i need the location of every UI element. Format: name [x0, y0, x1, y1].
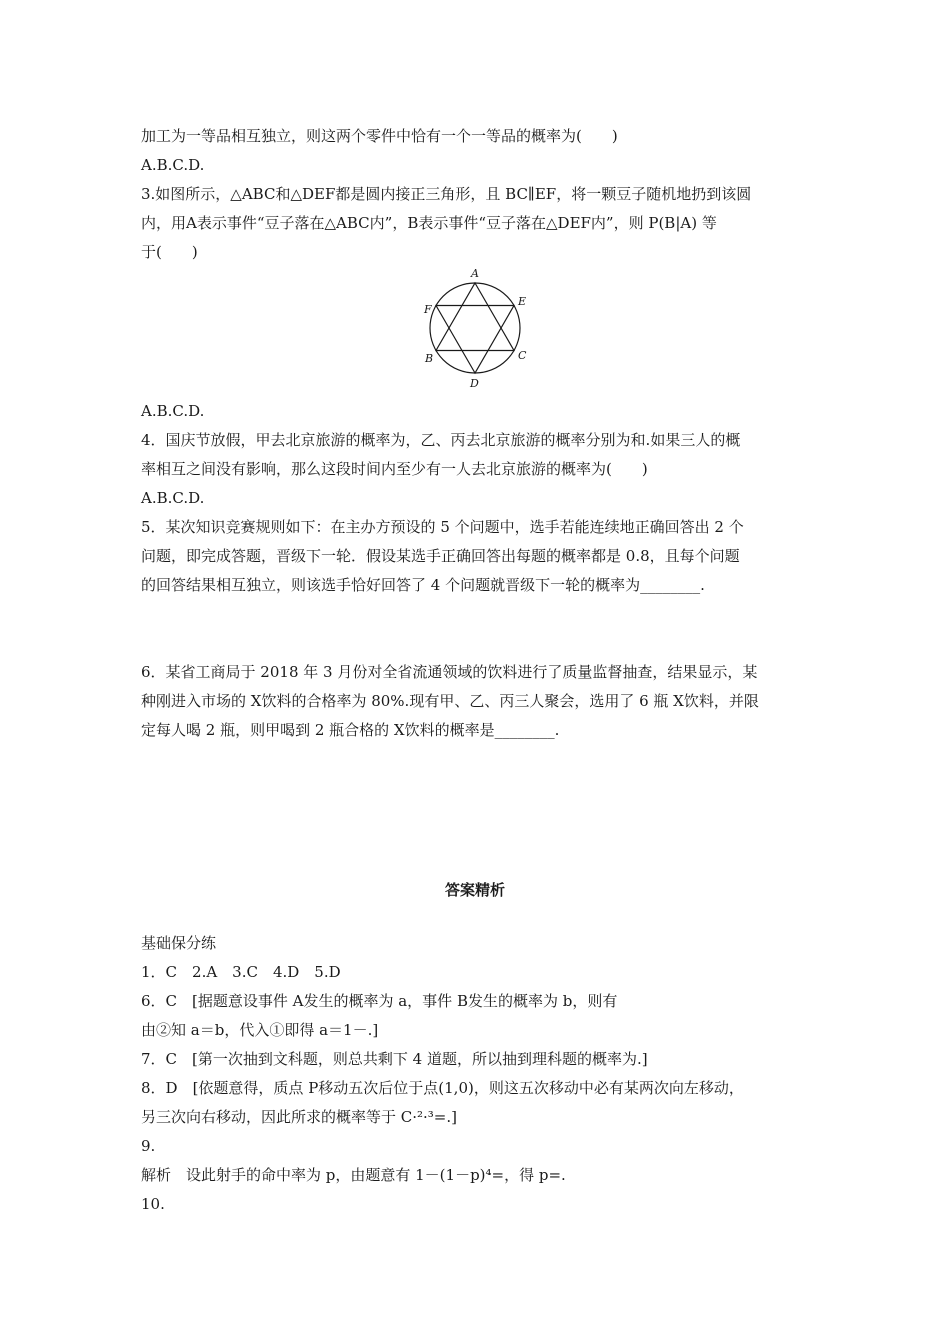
label-f: F — [424, 303, 432, 316]
answers-line-5: 8．D [依题意得，质点 P移动五次后位于点(1,0)，则这五次移动中必有某两次向左移动， — [141, 1079, 744, 1097]
answers-line-1: 1．C 2.A 3.C 4.D 5.D — [141, 963, 341, 981]
answers-line-4: 7．C [第一次抽到文科题，则总共剩下 4 道题，所以抽到理科题的概率为.] — [141, 1050, 648, 1068]
triangle-abc — [436, 283, 514, 351]
answers-heading: 答案精析 — [444, 881, 505, 899]
circle — [430, 283, 520, 373]
answers-line-3: 由②知 a＝b，代入①即得 a＝1－.] — [141, 1021, 379, 1039]
label-e: E — [518, 295, 527, 308]
q5-line-2: 问题，即完成答题，晋级下一轮．假设某选手正确回答出每题的概率都是 0.8，且每个问题 — [141, 547, 740, 565]
label-d: D — [470, 377, 479, 390]
q4-line-1: 4．国庆节放假，甲去北京旅游的概率为，乙、丙去北京旅游的概率分别为和.如果三人的概 — [141, 431, 741, 449]
answers-line-7: 9. — [141, 1137, 156, 1155]
q6-line-2: 种刚进入市场的 X饮料的合格率为 80%.现有甲、乙、丙三人聚会，选用了 6 瓶 X饮料，并限 — [141, 692, 759, 710]
label-c: C — [518, 349, 527, 362]
q2-options: A.B.C.D. — [141, 156, 205, 174]
answers-line-2: 6．C [据题意设事件 A发生的概率为 a，事件 B发生的概率为 b，则有 — [141, 992, 618, 1010]
label-a: A — [471, 267, 479, 280]
q4-line-2: 率相互之间没有影响，那么这段时间内至少有一人去北京旅游的概率为( ) — [141, 460, 648, 478]
answers-line-8: 解析 设此射手的命中率为 p，由题意有 1－(1－p)⁴=，得 p=. — [141, 1166, 566, 1184]
q4-options: A.B.C.D. — [141, 489, 205, 507]
q3-options: A.B.C.D. — [141, 402, 205, 420]
label-b: B — [425, 352, 434, 365]
q3-line-2: 内，用A表示事件“豆子落在△ABC内”，B表示事件“豆子落在△DEF内”，则 P(B|A) 等 — [141, 214, 717, 232]
answers-line-6: 另三次向右移动，因此所求的概率等于 C·²·³=.] — [141, 1108, 457, 1126]
q3-line-1: 3.如图所示，△ABC和△DEF都是圆内接正三角形，且 BC∥EF，将一颗豆子随机地扔到该圆 — [141, 185, 752, 203]
q6-line-3: 定每人喝 2 瓶，则甲喝到 2 瓶合格的 X饮料的概率是________. — [141, 721, 560, 739]
q2-line-1: 加工为一等品相互独立，则这两个零件中恰有一个一等品的概率为( ) — [141, 127, 618, 145]
answers-line-9: 10. — [141, 1195, 165, 1213]
q3-line-3: 于( ) — [141, 243, 198, 261]
q5-line-1: 5．某次知识竞赛规则如下：在主办方预设的 5 个问题中，选手若能连续地正确回答出 2 个 — [141, 518, 744, 536]
answers-section-title: 基础保分练 — [141, 934, 217, 952]
q5-line-3: 的回答结果相互独立，则该选手恰好回答了 4 个问题就晋级下一轮的概率为________. — [141, 576, 705, 594]
q6-line-1: 6．某省工商局于 2018 年 3 月份对全省流通领域的饮料进行了质量监督抽查，结果显示，某 — [141, 663, 758, 681]
triangle-def — [436, 306, 514, 374]
hexagram-figure — [418, 265, 536, 391]
